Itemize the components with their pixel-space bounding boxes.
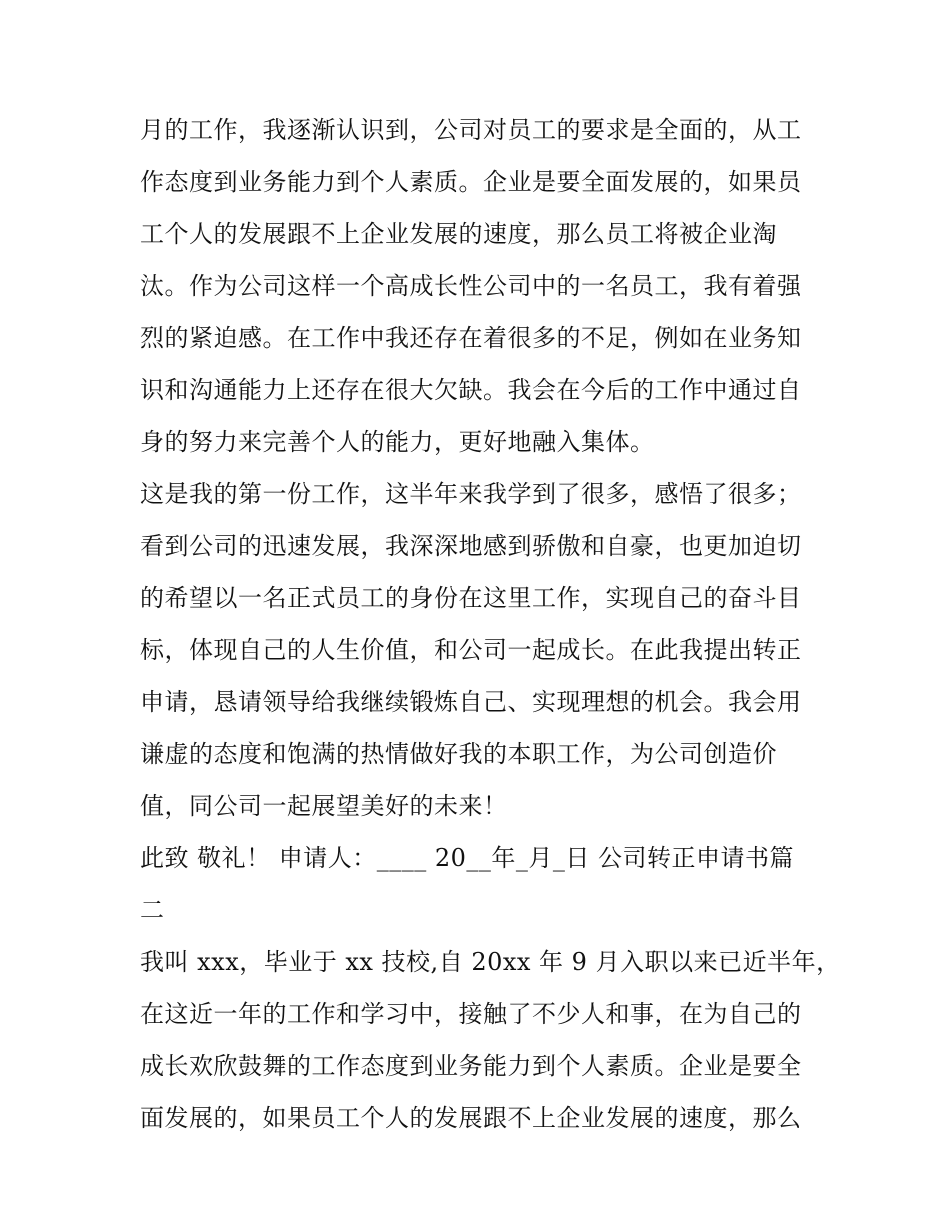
text-line: 月的工作，我逐渐认识到，公司对员工的要求是全面的，从工: [140, 116, 802, 144]
text-line: 值，同公司一起展望美好的未来！: [140, 792, 508, 820]
text-line: 面发展的，如果员工个人的发展跟不上企业发展的速度，那么: [140, 1104, 802, 1132]
text-line: 成长欢欣鼓舞的工作态度到业务能力到个人素质。企业是要全: [140, 1052, 802, 1080]
text-line: 烈的紧迫感。在工作中我还存在着很多的不足，例如在业务知: [140, 324, 802, 352]
text-line: 身的努力来完善个人的能力，更好地融入集体。: [140, 428, 655, 456]
text-line: 这是我的第一份工作，这半年来我学到了很多，感悟了很多；: [140, 480, 802, 508]
text-line: 标，体现自己的人生价值，和公司一起成长。在此我提出转正: [140, 636, 802, 664]
text-line: 申请，恳请领导给我继续锻炼自己、实现理想的机会。我会用: [140, 688, 802, 716]
text-line: 看到公司的迅速发展，我深深地感到骄傲和自豪，也更加迫切: [140, 532, 802, 560]
text-line: 的希望以一名正式员工的身份在这里工作，实现自己的奋斗目: [140, 584, 802, 612]
text-line: 谦虚的态度和饱满的热情做好我的本职工作，为公司创造价: [140, 740, 777, 768]
text-line: 我叫 xxx，毕业于 xx 技校,自 20xx 年 9 月入职以来已近半年，: [140, 948, 841, 976]
text-line: 在这近一年的工作和学习中，接触了不少人和事，在为自己的: [140, 1000, 802, 1028]
text-line: 工个人的发展跟不上企业发展的速度，那么员工将被企业淘: [140, 220, 777, 248]
body-text: [140, 108, 841, 1148]
text-line: 汰。作为公司这样一个高成长性公司中的一名员工，我有着强: [140, 272, 802, 300]
text-line: 此致 敬礼！ 申请人：____ 20__年_月_日 公司转正申请书篇: [140, 844, 795, 872]
text-line: 二: [140, 896, 165, 924]
text-line: 作态度到业务能力到个人素质。企业是要全面发展的，如果员: [140, 168, 802, 196]
text-line: 识和沟通能力上还存在很大欠缺。我会在今后的工作中通过自: [140, 376, 802, 404]
